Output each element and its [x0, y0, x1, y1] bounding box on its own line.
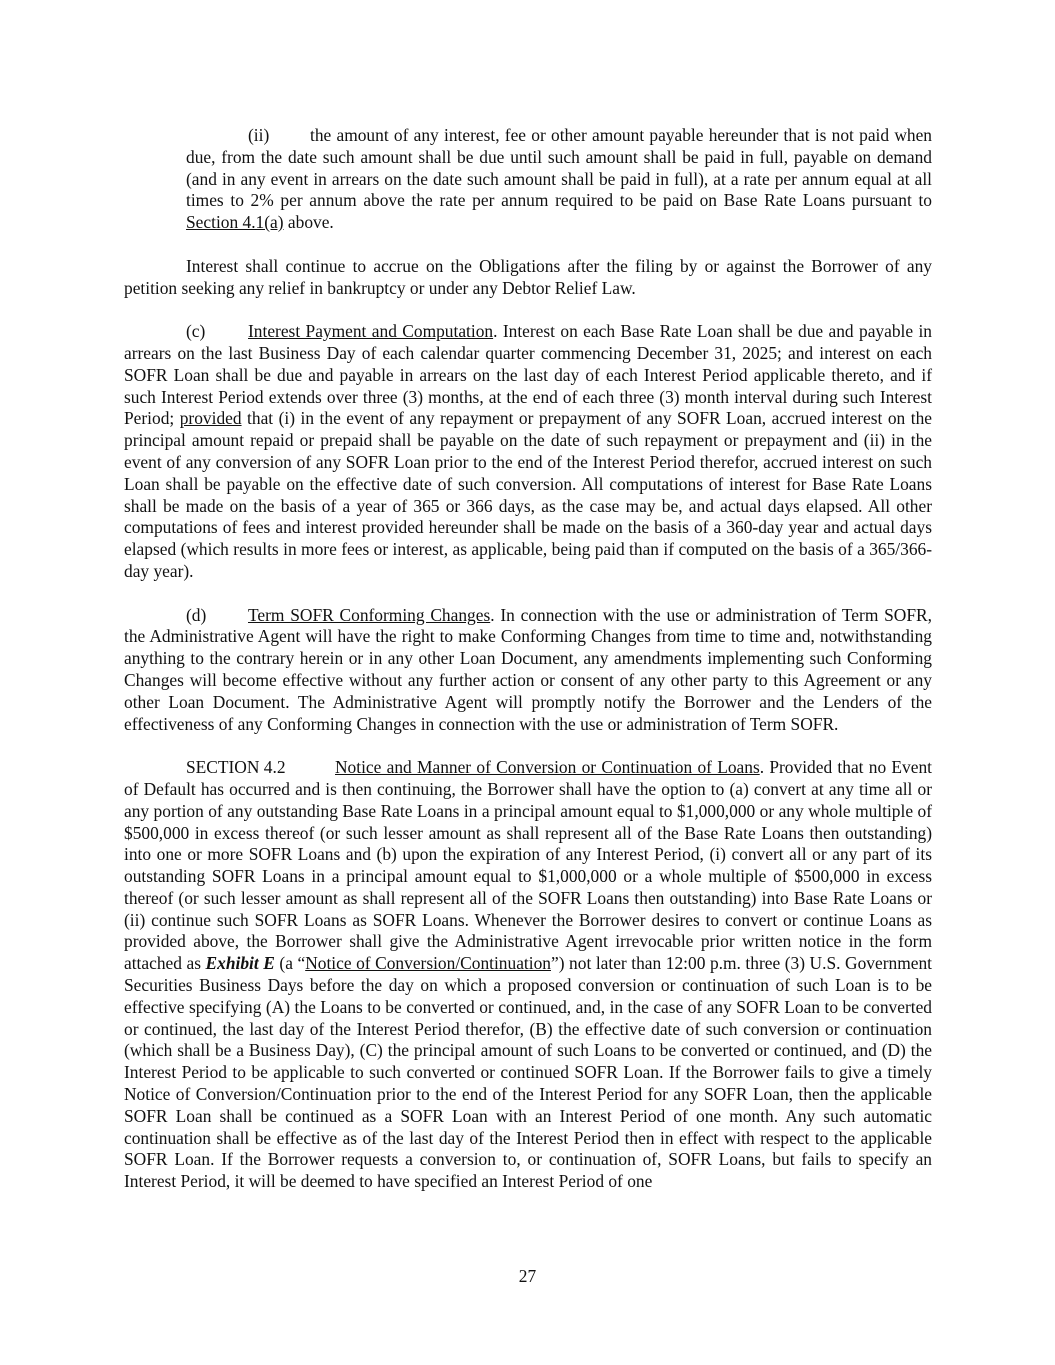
paragraph-d-heading: Term SOFR Conforming Changes	[248, 604, 491, 625]
notice-of-conversion-defined-term: Notice of Conversion/Continuation	[305, 953, 551, 974]
section-4-2-text-1: . Provided that no Event of Default has occurred and is then continuing, the Borrower shall have the option to (a) convert at any time all or any portion of any outstanding Base Rate Loans in a principal amount equal to $1,000,000 or any whole multiple of $500,000 in excess thereof (or such lesser amount as shall represent all of the Base Rate Loans then outstanding) into one or more SOFR Loans and (b) upon the expiration of any Interest Period, (i) convert all or any part of its outstanding SOFR Loans in a principal amount equal to $1,000,000 or a whole multiple of $500,000 in excess thereof (or such lesser amount as shall represent all of the SOFR Loans then outstanding) into Base Rate Loans or (ii) continue such SOFR Loans as SOFR Loans. Whenever the Borrower desires to convert or continue Loans as provided above, the Borrower shall give the Administrative Agent irrevocable prior written notice in the form attached as	[124, 757, 932, 974]
section-4-2-heading: Notice and Manner of Conversion or Continuation of Loans	[335, 757, 760, 778]
paragraph-d	[124, 605, 932, 736]
paragraph-ii-label: (ii)	[248, 125, 270, 145]
paragraph-c	[124, 321, 932, 583]
paragraph-c-proviso: provided	[179, 408, 242, 429]
section-4-2-paragraph	[124, 757, 932, 1193]
interest-continue-paragraph	[124, 256, 932, 300]
interest-continue-text: Interest shall continue to accrue on the Obligations after the filing by or against the Borrower of any petition seeking any relief in bankruptcy or under any Debtor Relief Law.	[124, 255, 932, 298]
section-4-2-text-3: ”) not later than 12:00 p.m. three (3) U.S. Government Securities Business Days before the day on which a proposed conversion or continuation of such Loan is to be effective specifying (A) the Loans to be converted or continued, and, in the case of any SOFR Loan to be converted or continued, the last day of the Interest Period therefor, (B) the effective date of such conversion or continuation (which shall be a Business Day), (C) the principal amount of such Loans to be converted or continued, and (D) the Interest Period to be applicable to such converted or continued SOFR Loan. If the Borrower fails to give a timely Notice of Conversion/Continuation prior to the end of the Interest Period for any SOFR Loan, then the applicable SOFR Loan shall be continued as a SOFR Loan with an Interest Period of one month. Any such automatic continuation shall be effective as of the last day of the Interest Period then in effect with respect to the applicable SOFR Loan. If the Borrower requests a conversion to, or continuation of, SOFR Loans, but fails to specify an Interest Period, it will be deemed to have specified an Interest Period of one	[124, 953, 932, 1192]
paragraph-c-heading: Interest Payment and Computation	[248, 321, 494, 342]
paragraph-d-text: . In connection with the use or administration of Term SOFR, the Administrative Agent will have the right to make Conforming Changes from time to time and, notwithstanding anything to the contrary herein or in any other Loan Document, any amendments implementing such Conforming Changes will become effective without any further action or consent of any other party to this Agreement or any other Loan Document. The Administrative Agent will promptly notify the Borrower and the Lenders of the effectiveness of any Conforming Changes in connection with the use or administration of Term SOFR.	[124, 604, 932, 734]
paragraph-ii	[186, 125, 932, 234]
paragraph-ii-text-before: the amount of any interest, fee or other amount payable hereunder that is not paid when due, from the date such amount shall be due until such amount shall be paid in full, payable on demand (and in any event in arrears on the date such amount shall be paid in full), at a rate per annum equal at all times to 2% per annum above the rate per annum required to be paid on Base Rate Loans pursuant to	[186, 125, 932, 211]
document-body	[124, 125, 932, 1215]
exhibit-e-reference: Exhibit E	[205, 953, 275, 974]
paragraph-c-text-2: that (i) in the event of any repayment or prepayment of any SOFR Loan, accrued interest on the principal amount repaid or prepaid shall be payable on the date of such repayment or prepayment and (ii) in the event of any conversion of any SOFR Loan prior to the end of the Interest Period therefor, accrued interest on such Loan shall be payable on the effective date of such conversion. All computations of interest for Base Rate Loans shall be made on the basis of a year of 365 or 366 days, as the case may be, and actual days elapsed. All other computations of fees and interest provided hereunder shall be made on the basis of a 360-day year and actual days elapsed (which results in more fees or interest, as applicable, being paid than if computed on the basis of a 365/366-day year).	[124, 408, 932, 581]
paragraph-c-label: (c)	[186, 321, 206, 342]
section-4-2-label: SECTION 4.2	[186, 757, 286, 778]
paragraph-ii-text-after: above.	[283, 212, 334, 233]
section-4-1a-reference: Section 4.1(a)	[186, 212, 284, 233]
paragraph-c-text-1: . Interest on each Base Rate Loan shall be due and payable in arrears on the last Business Day of each calendar quarter commencing December 31, 2025; and interest on each SOFR Loan shall be due and payable in arrears on the last day of each Interest Period applicable thereto, and if such Interest Period extends over three (3) months, at the end of each three (3) month interval during such Interest Period;	[124, 321, 932, 429]
paragraph-d-label: (d)	[186, 604, 207, 625]
section-4-2-text-2: (a “	[274, 953, 306, 974]
page-number: 27	[518, 1266, 537, 1286]
